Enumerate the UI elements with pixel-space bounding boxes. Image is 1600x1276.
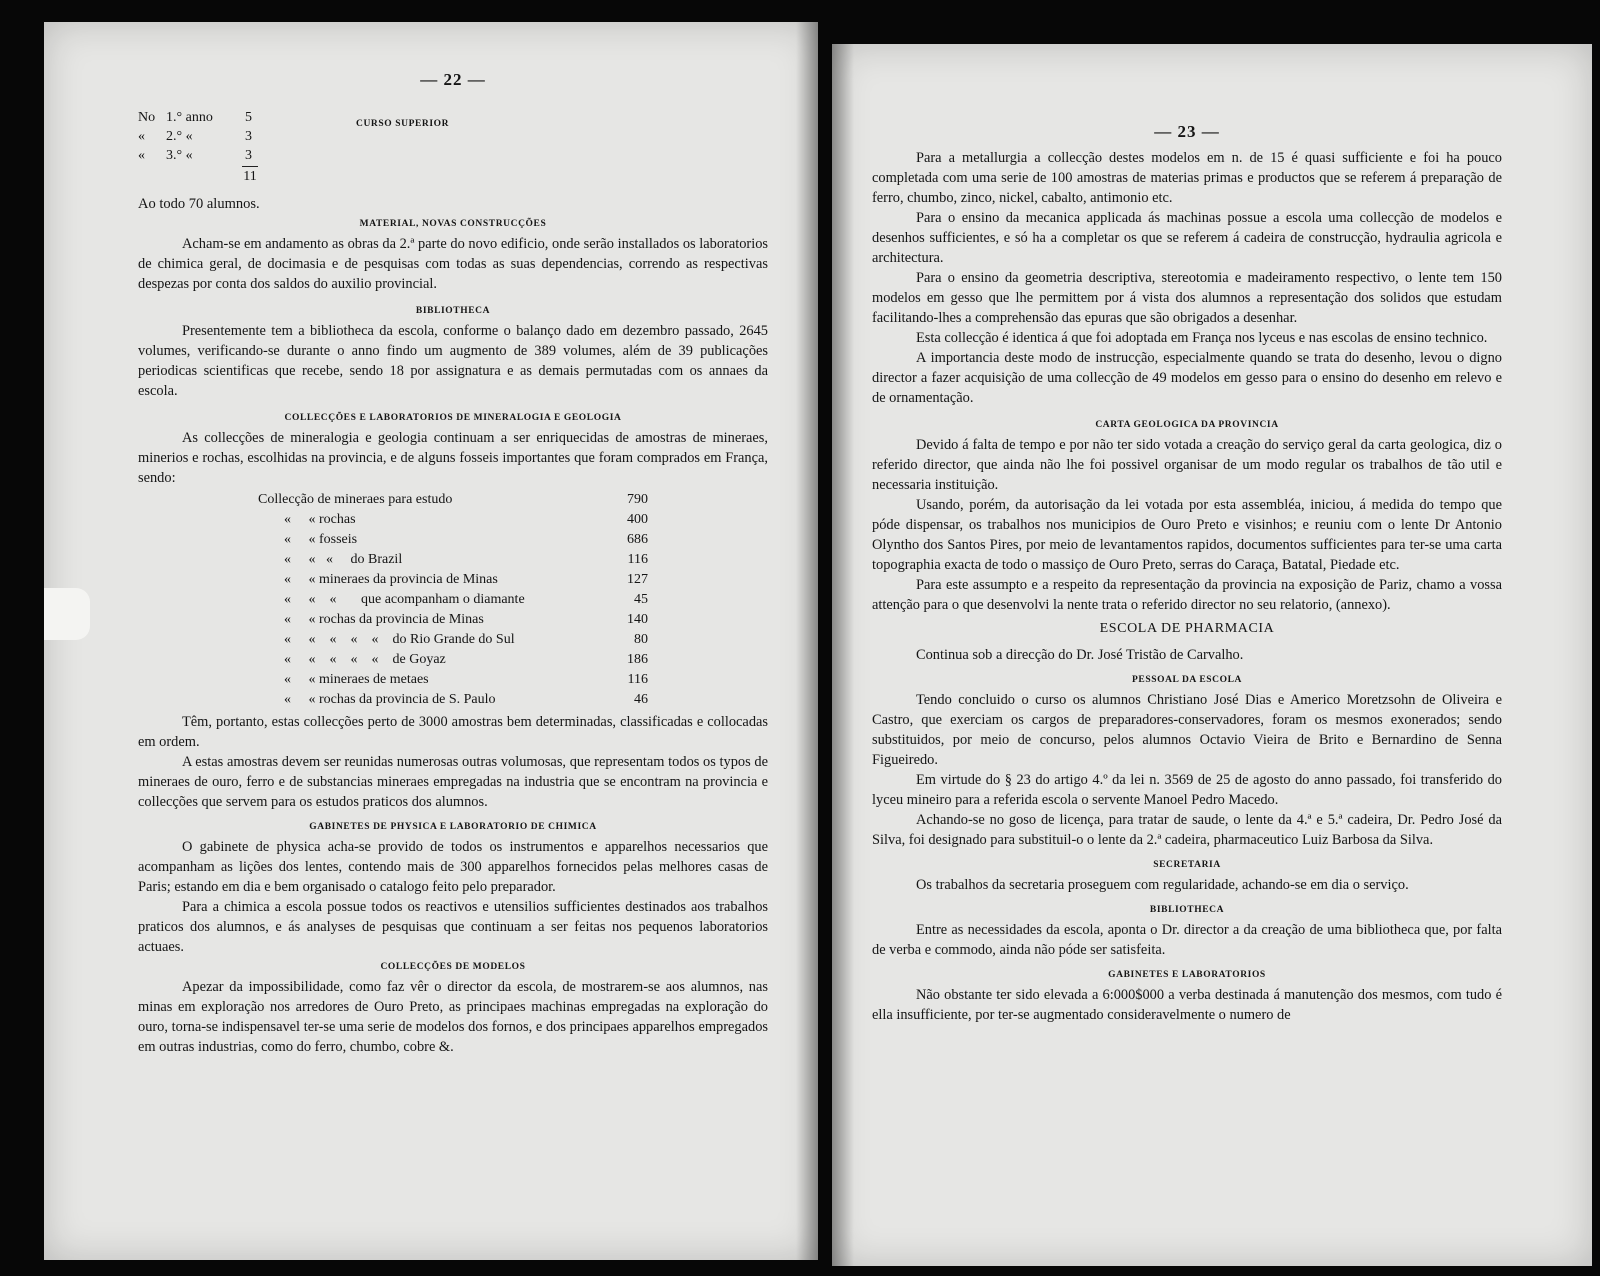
paragraph: Esta collecção é identica á que foi adoptada em França nos lyceus e nas escolas de ensino technico. [916, 330, 1488, 346]
section-heading: COLLECÇÕES DE MODELOS [380, 962, 526, 972]
list-item: No 1.° anno 5 [138, 110, 252, 125]
section-heading: GABINETES DE PHYSICA E LABORATORIO DE CHIMICA [309, 822, 597, 832]
paragraph: Para a metallurgia a collecção destes modelos em n. de 15 é quasi sufficiente e foi ha pouco completada com uma serie de 100 amostras de materias primas e productos que se referem á preparação de ferro, chumbo, zinco, nickel, cabalto, antimonio etc. [872, 150, 1502, 206]
paragraph: Para o ensino da geometria descriptiva, stereotomia e madeiramento respectivo, o lente tem 150 modelos em gesso que lhe permittem por á vista dos alumnos a representação dos solidos que estudam facilitando-lhes a comprehensão das epuras que são obrigados a desenhar. [872, 270, 1502, 326]
list-item: « 3.° « 3 [138, 148, 252, 163]
binding-shadow [832, 44, 854, 1266]
page-number: — 22 — [420, 70, 486, 89]
table-row: « « fosseis 686 [284, 532, 648, 547]
paragraph: Não obstante ter sido elevada a 6:000$000 a verba destinada á manutenção dos mesmos, com tudo é ella insufficiente, por ter-se augmentado consideravelmente o numero de [872, 987, 1502, 1023]
table-row: « « « que acompanham o diamante 45 [284, 592, 648, 607]
students-list [138, 108, 252, 165]
paragraph: Apezar da impossibilidade, como faz vêr o director da escola, de mostrarem-se aos alumnos, nas minas em exploração nos arredores de Ouro Preto, as principaes machinas empregadas na exploração do ouro, torna-se indispensavel ter-se uma serie de modelos dos fornos, e dos principaes apparelhos empregados em outras industrias, como do ferro, chumbo, cobre &. [138, 979, 768, 1055]
table-row: « « mineraes de metaes 116 [284, 672, 648, 687]
page-tab-marker [44, 588, 90, 640]
list-item: « 2.° « 3 [138, 129, 252, 144]
section-heading: BIBLIOTHECA [1149, 905, 1225, 915]
paragraph: Têm, portanto, estas collecções perto de 3000 amostras bem determinadas, classificadas e collocadas em ordem. [138, 714, 768, 750]
paragraph: Tendo concluido o curso os alumnos Christiano José Dias e Americo Moretzsohn de Oliveira e Castro, que exerciam os cargos de preparadores-conservadores, foram os mesmos exonerados; sendo substituidos, por meio de concurso, pelos alumnos Octavio Vieira de Brito e Bernardino de Senna Figueiredo. [872, 692, 1502, 768]
table-row: « « mineraes da provincia de Minas 127 [284, 572, 648, 587]
binding-shadow [796, 22, 818, 1260]
paragraph: As collecções de mineralogia e geologia continuam a ser enriquecidas de amostras de mineraes, minerios e rochas, escolhidas na provincia, e de alguns fosseis importantes que foram comprados em França, sendo: [138, 430, 768, 486]
table-row: « « rochas da provincia de Minas 140 [284, 612, 648, 627]
section-heading: SECRETARIA [1153, 860, 1221, 870]
section-heading: GABINETES E LABORATORIOS [1108, 970, 1266, 980]
paragraph: Achando-se no goso de licença, para tratar de saude, o lente da 4.ª e 5.ª cadeira, Dr. Pedro José da Silva, foi designado para substituil-o o lente da 2.ª cadeira, pharmaceutico Luiz Barbosa da Silva. [872, 812, 1502, 848]
right-page [832, 44, 1592, 1266]
paragraph: Acham-se em andamento as obras da 2.ª parte do novo edificio, onde serão installados os laboratorios de chimica geral, de docimasia e de pesquisas com todas as suas dependencias, correndo as respectivas despezas por conta dos saldos do auxilio provincial. [138, 236, 768, 292]
students-tally [138, 94, 768, 194]
section-heading: CARTA GEOLOGICA DA PROVINCIA [1095, 420, 1279, 430]
page-number: — 23 — [1154, 122, 1220, 141]
paragraph: Para o ensino da mecanica applicada ás machinas possue a escola uma collecção de modelos e desenhos sufficientes, e só ha a completar os que se referem á cadeira de construcção, hydraulia agricola e architectura. [872, 210, 1502, 266]
section-heading: COLLECÇÕES E LABORATORIOS DE MINERALOGIA E GEOLOGIA [284, 413, 622, 423]
paragraph: Em virtude do § 23 do artigo 4.º da lei n. 3569 de 25 de agosto do anno passado, foi transferido do lyceu mineiro para a referida escola o servente Manoel Pedro Macedo. [872, 772, 1502, 808]
paragraph: A importancia deste modo de instrucção, especialmente quando se trata do desenho, levou o digno director a fazer acquisição de uma collecção de 49 modelos em gesso para o ensino do desenho em relevo e de ornamentação. [872, 350, 1502, 406]
section-heading: ESCOLA DE PHARMACIA [1099, 621, 1275, 636]
paragraph: Para a chimica a escola possue todos os reactivos e utensilios sufficientes destinados aos trabalhos praticos dos alumnos, e ás analyses de pesquisas que continuam a ser feitas nos pequenos laboratorios actuaes. [138, 899, 768, 955]
collection-table [138, 490, 768, 710]
section-heading: PESSOAL DA ESCOLA [1132, 675, 1242, 685]
paragraph: Devido á falta de tempo e por não ter sido votada a creação do serviço geral da carta geologica, diz o referido director, que ainda não lhe foi possivel organisar de um modo regular os trabalhos de tão util e necessaria instituição. [872, 437, 1502, 493]
paragraph: Entre as necessidades da escola, aponta o Dr. director a da creação de uma bibliotheca que, por falta de verba e commodo, ainda não póde ser satisfeita. [872, 922, 1502, 958]
table-row: « « « « « do Rio Grande do Sul 80 [284, 632, 648, 647]
section-heading: MATERIAL, NOVAS CONSTRUCÇÕES [359, 219, 547, 229]
paragraph: Usando, porém, da autorisação da lei votada por esta assembléa, iniciou, á medida do tempo que póde dispensar, os trabalhos nos municipios de Ouro Preto e visinhos; e reuniu com o lente Dr Antonio Olyntho dos Santos Pires, por meio de levantamentos rapidos, documentos sufficientes para ter-se uma carta topographia exacta de todo o massiço de Ouro Preto, serras do Caraça, Batatal, Piedade etc. [872, 497, 1502, 573]
table-row: Collecção de mineraes para estudo 790 [258, 492, 648, 507]
left-page [44, 22, 818, 1260]
all-students: Ao todo 70 alumnos. [138, 196, 260, 212]
students-total: 11 [242, 166, 258, 185]
table-row: « « rochas 400 [284, 512, 648, 527]
section-heading: CURSO SUPERIOR [356, 119, 450, 129]
section-heading: BIBLIOTHECA [415, 306, 491, 316]
paragraph: Para este assumpto e a respeito da representação da provincia na exposição de Pariz, chamo a vossa attenção para o que desenvolvi la nente trata o referido director no seu relatorio, (annexo). [872, 577, 1502, 613]
paragraph: Os trabalhos da secretaria proseguem com regularidade, achando-se em dia o serviço. [916, 877, 1409, 893]
paragraph: Continua sob a direcção do Dr. José Tristão de Carvalho. [916, 647, 1244, 663]
table-row: « « « « « de Goyaz 186 [284, 652, 648, 667]
table-row: « « rochas da provincia de S. Paulo 46 [284, 692, 648, 707]
table-row: « « « do Brazil 116 [284, 552, 648, 567]
paragraph: O gabinete de physica acha-se provido de todos os instrumentos e apparelhos necessarios que acompanham as lições dos lentes, contendo mais de 300 apparelhos fornecidos pelas melhores casas de Paris; estando em dia e bem organisado o catalogo feito pelo preparador. [138, 839, 768, 895]
paragraph: Presentemente tem a bibliotheca da escola, conforme o balanço dado em dezembro passado, 2645 volumes, verificando-se durante o anno findo um augmento de 389 volumes, além de 39 publicações periodicas scientificas que recebe, sendo 18 por assignatura e as demais permutadas com os annaes da escola. [138, 323, 768, 399]
paragraph: A estas amostras devem ser reunidas numerosas outras volumosas, que representam todos os typos de mineraes de ouro, ferro e de substancias mineraes empregadas na industria que se encontram na provincia e collecções que servem para os estudos praticos dos alumnos. [138, 754, 768, 810]
